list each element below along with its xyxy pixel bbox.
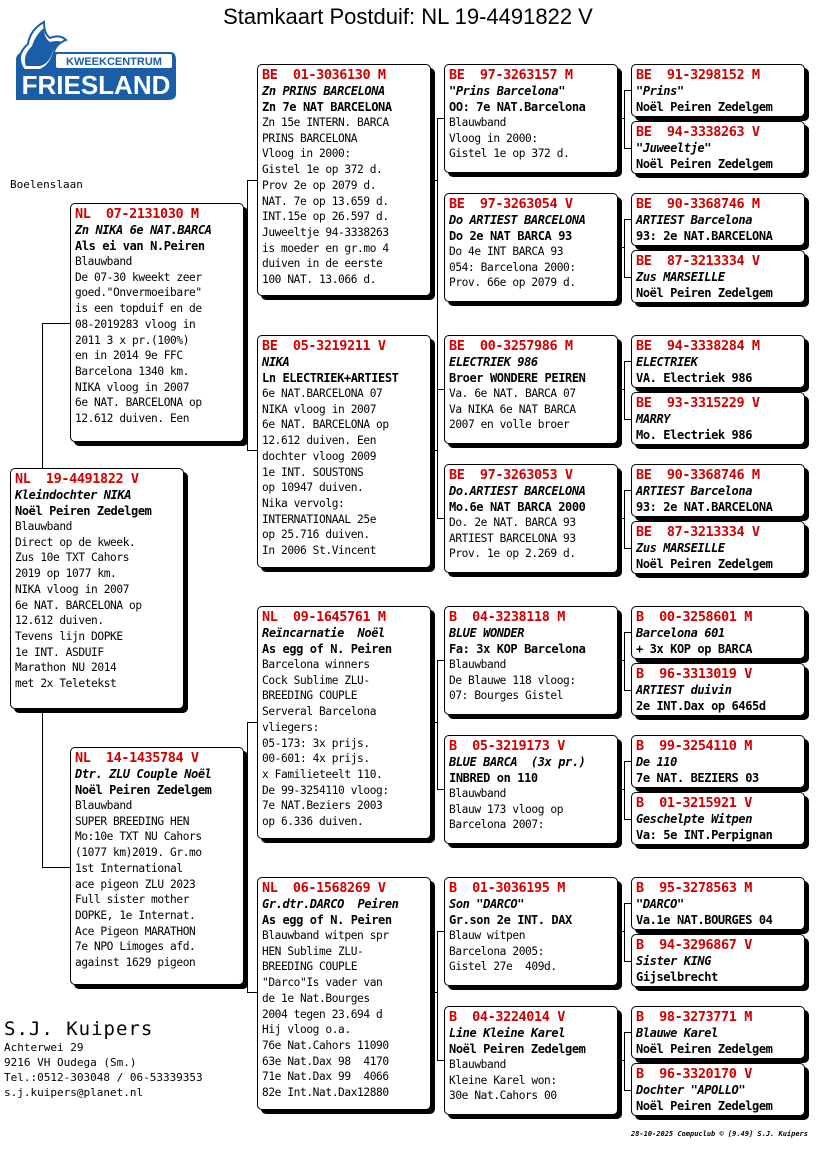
connector-line — [624, 490, 631, 491]
pedigree-note-line: Blauw witpen — [449, 929, 526, 942]
pedigree-note-line: 1st International — [75, 861, 183, 875]
connector-line — [247, 450, 257, 451]
connector-line — [437, 118, 444, 119]
pedigree-note-line: Barcelona 2005: — [449, 944, 545, 958]
connector-line — [624, 419, 631, 420]
connector-line — [621, 1060, 624, 1061]
pedigree-card-ggg16 — [631, 1063, 805, 1116]
pedigree-note-line: PRINS BARCELONA — [262, 131, 358, 145]
pedigree-note-line: Nika vervolg: — [262, 496, 345, 510]
connector-line — [624, 819, 631, 820]
pigeon-name: Blauwe Karel — [636, 1026, 718, 1040]
connector-line — [247, 992, 257, 993]
pedigree-note-line: against 1629 pigeon — [75, 956, 196, 970]
pigeon-description: Va.1e NAT.BOURGES 04 — [636, 912, 773, 927]
owner-address-line: Achterwei 29 — [4, 1041, 84, 1054]
connector-line — [434, 180, 437, 181]
pigeon-name: ELECTRIEK — [636, 355, 698, 369]
ring-number: BE 91-3298152 M — [636, 67, 760, 83]
pigeon-name: Dtr. ZLU Couple Noël — [75, 767, 212, 781]
connector-line — [624, 761, 625, 819]
ring-number: B 99-3254110 M — [636, 738, 752, 754]
pigeon-description: Fa: 3x KOP Barcelona — [449, 641, 586, 656]
pedigree-note-line: 12.612 duiven. — [15, 614, 104, 628]
connector-line — [621, 518, 624, 519]
connector-line — [624, 690, 631, 691]
pedigree-card-g3 — [257, 606, 431, 839]
owner-email[interactable]: s.j.kuipers@planet.nl — [4, 1086, 144, 1099]
connector-line — [624, 961, 631, 962]
connector-line — [624, 90, 631, 91]
pedigree-card-ggg5 — [631, 335, 805, 388]
pedigree-card-ggg6 — [631, 392, 805, 445]
ring-number: B 95-3278563 M — [636, 880, 752, 896]
pedigree-note-line: Tevens lijn DOPKE — [15, 629, 123, 643]
pedigree-note-line: HEN Sublime ZLU- — [262, 944, 364, 958]
pedigree-card-ggg8 — [631, 521, 805, 574]
pedigree-note-line: 7e NPO Limoges afd. — [75, 940, 196, 954]
pedigree-card-ggg1 — [631, 64, 805, 117]
pedigree-note-line: Ace Pigeon MARATHON — [75, 924, 196, 938]
pedigree-card-ggg7 — [631, 464, 805, 517]
pedigree-note-line: Hij vloog o.a. — [262, 1023, 351, 1037]
pigeon-description: Mo.6e NAT BARCA 2000 — [449, 499, 586, 514]
ring-number: BE 00-3257986 M — [449, 338, 573, 354]
ring-number: NL 06-1568269 V — [262, 880, 386, 896]
pedigree-note-line: Marathon NU 2014 — [15, 661, 117, 675]
pedigree-note-line: op 25.716 duiven. — [262, 528, 370, 542]
pigeon-name: Barcelona 601 — [636, 626, 725, 640]
connector-line — [624, 277, 631, 278]
pedigree-note-line: Juweeltje 94-3338263 — [262, 225, 389, 239]
ring-number: BE 93-3315229 V — [636, 395, 760, 411]
pedigree-note-line: 6e NAT. BARCELONA op — [262, 418, 389, 432]
pedigree-note-line: 1e INT. ASDUIF — [15, 645, 104, 659]
kweekcentrum-friesland-logo — [10, 16, 176, 102]
pedigree-card-gg6 — [444, 735, 618, 844]
pedigree-note-line: Vloog in 2000: — [262, 147, 351, 161]
pedigree-note-line: Cock Sublime ZLU- — [262, 673, 370, 687]
ring-number: BE 01-3036130 M — [262, 67, 386, 83]
connector-line — [621, 118, 624, 119]
pedigree-card-ggg2 — [631, 121, 805, 174]
pigeon-name: ELECTRIEK 986 — [449, 355, 538, 369]
pedigree-note-line: De Blauwe 118 vloog: — [449, 673, 576, 687]
pedigree-note-line: x Familieteelt 110. — [262, 767, 383, 781]
ring-number: BE 05-3219211 V — [262, 338, 386, 354]
pigeon-name: NIKA — [262, 355, 290, 369]
pigeon-description: Ln ELECTRIEK+ARTIEST — [262, 370, 399, 385]
ring-number: BE 94-3338263 V — [636, 124, 760, 140]
pigeon-description: + 3x KOP op BARCA — [636, 641, 753, 656]
pedigree-note-line: 82e Int.Nat.Dax12880 — [262, 1086, 389, 1100]
pedigree-note-line: ARTIEST BARCELONA 93 — [449, 531, 576, 545]
connector-line — [621, 389, 624, 390]
connector-line — [624, 490, 625, 548]
pigeon-name: Zus MARSEILLE — [636, 270, 725, 284]
pedigree-note-line: Blauwband — [449, 658, 507, 671]
pedigree-note-line: 1e INT. SOUSTONS — [262, 465, 364, 479]
pigeon-description: Noël Peiren Zedelgem — [75, 782, 212, 797]
pedigree-note-line: SUPER BREEDING HEN — [75, 814, 190, 828]
pigeon-description: Va: 5e INT.Perpignan — [636, 827, 773, 842]
pigeon-description: Noël Peiren Zedelgem — [636, 1098, 773, 1113]
connector-line — [624, 903, 631, 904]
connector-line — [437, 931, 444, 932]
ring-number: BE 90-3368746 M — [636, 196, 760, 212]
pedigree-note-line: INTERNATIONAAL 25e — [262, 512, 377, 526]
pedigree-card-g2 — [257, 335, 431, 568]
pigeon-description: Als ei van N.Peiren — [75, 238, 205, 253]
connector-line — [437, 118, 438, 389]
connector-line — [621, 660, 624, 661]
connector-line — [437, 1060, 444, 1061]
pigeon-description: Do 2e NAT BARCA 93 — [449, 228, 572, 243]
ring-number: B 94-3296867 V — [636, 937, 752, 953]
pedigree-note-line: Kleine Karel won: — [449, 1073, 557, 1087]
connector-line — [247, 180, 248, 450]
pigeon-name: "Prins Barcelona" — [449, 84, 566, 98]
pedigree-note-line: goed."Onvermoeibare" — [75, 286, 202, 300]
pigeon-description: Noël Peiren Zedelgem — [636, 285, 773, 300]
pigeon-name: Geschelpte Witpen — [636, 812, 753, 826]
pigeon-description: Noël Peiren Zedelgem — [636, 1041, 773, 1056]
pedigree-note-line: Direct op de kweek. — [15, 535, 136, 549]
pigeon-description: 93: 2e NAT.BARCELONA — [636, 228, 773, 243]
pigeon-name: MARRY — [636, 412, 671, 426]
pedigree-note-line: Va. 6e NAT. BARCA 07 — [449, 387, 576, 400]
connector-line — [624, 903, 625, 961]
ring-number: B 04-3238118 M — [449, 609, 565, 625]
connector-line — [624, 1090, 631, 1091]
pigeon-name: Line Kleine Karel — [449, 1026, 566, 1040]
pigeon-name: Do.ARTIEST BARCELONA — [449, 484, 586, 498]
connector-line — [244, 866, 248, 867]
pigeon-name: Do ARTIEST BARCELONA — [449, 213, 586, 227]
page-title: Stamkaart Postduif: NL 19-4491822 V — [223, 4, 593, 29]
connector-line — [247, 722, 248, 992]
pedigree-note-line: 100 NAT. 13.066 d. — [262, 273, 377, 287]
pedigree-card-gg3 — [444, 335, 618, 444]
pigeon-name: De 110 — [636, 755, 677, 769]
connector-line — [624, 219, 625, 277]
pigeon-description: Zn 7e NAT BARCELONA — [262, 99, 392, 114]
pedigree-note-line: 71e Nat.Dax 99 4066 — [262, 1070, 389, 1084]
pigeon-description: Mo. Electriek 986 — [636, 427, 753, 442]
pedigree-card-gg5 — [444, 606, 618, 715]
owner-block — [4, 1018, 203, 1100]
pedigree-note-line: De 07-30 kweekt zeer — [75, 270, 202, 284]
pigeon-name: Zn NIKA 6e NAT.BARCA — [75, 223, 212, 237]
pedigree-card-ggg10 — [631, 663, 805, 716]
connector-line — [621, 247, 624, 248]
pedigree-note-line: Barcelona 1340 km. — [75, 364, 190, 378]
pedigree-note-line: Mo:10e TXT NU Cahors — [75, 830, 202, 844]
pedigree-note-line: Gistel 1e op 372 d. — [449, 147, 570, 161]
ring-number: B 05-3219173 V — [449, 738, 565, 754]
pedigree-note-line: 00-601: 4x prijs. — [262, 752, 370, 766]
pedigree-card-ggg3 — [631, 193, 805, 246]
pedigree-note-line: Blauwband — [449, 116, 507, 129]
pedigree-note-line: 6e NAT. BARCELONA op — [75, 396, 202, 410]
connector-line — [624, 90, 625, 148]
connector-line — [42, 709, 43, 867]
pedigree-note-line: Barcelona winners — [262, 658, 370, 671]
connector-line — [42, 867, 70, 868]
pedigree-note-line: 2019 op 1077 km. — [15, 567, 117, 581]
pedigree-card-gg2 — [444, 193, 618, 302]
svg-text:FRIESLAND: FRIESLAND — [21, 70, 171, 100]
connector-line — [624, 632, 631, 633]
ring-number: NL 09-1645761 M — [262, 609, 386, 625]
pigeon-name: Gr.dtr.DARCO Peiren — [262, 897, 399, 911]
connector-line — [621, 789, 624, 790]
connector-line — [624, 1032, 625, 1090]
pedigree-card-ggg12 — [631, 792, 805, 845]
pedigree-note-line: met 2x Teletekst — [15, 677, 117, 691]
connector-line — [624, 632, 625, 690]
owner-phone: Tel.:0512-303048 / 06-53339353 — [4, 1071, 203, 1084]
pedigree-note-line: duiven in de eerste — [262, 257, 383, 271]
pedigree-card-gg7 — [444, 877, 618, 986]
pedigree-note-line: 6e NAT.BARCELONA 07 — [262, 387, 383, 400]
pigeon-name: Sister KING — [636, 954, 712, 968]
connector-line — [624, 361, 625, 419]
connector-line — [247, 180, 257, 181]
pedigree-note-line: en in 2014 9e FFC — [75, 349, 183, 363]
pedigree-note-line: Zus 10e TXT Cahors — [15, 551, 130, 565]
pigeon-name: ARTIEST Barcelona — [636, 213, 753, 227]
pigeon-name: Son "DARCO" — [449, 897, 525, 911]
pedigree-note-line: NIKA vloog in 2007 — [262, 402, 377, 416]
footer-credit: 28-10-2025 Compuclub © [9.49] S.J. Kuipers — [630, 1130, 808, 1138]
pedigree-note-line: BREEDING COUPLE — [262, 960, 358, 974]
pedigree-card-sire — [70, 203, 244, 442]
pedigree-note-line: Prov. 66e op 2079 d. — [449, 276, 576, 290]
pedigree-note-line: Blauwband — [449, 787, 507, 800]
pigeon-name: Kleindochter NIKA — [15, 488, 132, 502]
pigeon-name: ARTIEST duivin — [636, 683, 732, 697]
connector-line — [434, 992, 437, 993]
pedigree-card-g1 — [257, 64, 431, 296]
connector-line — [437, 660, 444, 661]
pedigree-note-line: 30e Nat.Cahors 00 — [449, 1089, 557, 1103]
connector-line — [437, 931, 438, 1060]
pedigree-note-line: Serveral Barcelona — [262, 705, 377, 719]
pedigree-note-line: 6e NAT. BARCELONA op — [15, 598, 142, 612]
pedigree-note-line: Blauwband — [75, 799, 133, 812]
pigeon-description: VA. Electriek 986 — [636, 370, 753, 385]
pedigree-note-line: de 1e Nat.Bourges — [262, 991, 370, 1005]
ring-number: NL 07-2131030 M — [75, 206, 199, 222]
pedigree-note-line: 054: Barcelona 2000: — [449, 260, 576, 274]
pigeon-description: Noël Peiren Zedelgem — [15, 503, 152, 518]
connector-line — [42, 323, 43, 468]
pedigree-card-g4 — [257, 877, 431, 1110]
ring-number: BE 87-3213334 V — [636, 253, 760, 269]
pigeon-description: Broer WONDERE PEIREN — [449, 370, 586, 385]
pigeon-description: Noël Peiren Zedelgem — [636, 99, 773, 114]
pedigree-note-line: is een topduif en de — [75, 302, 202, 316]
pigeon-name: Reïncarnatie Noël — [262, 626, 385, 640]
ring-number: BE 90-3368746 M — [636, 467, 760, 483]
pigeon-description: Noël Peiren Zedelgem — [636, 156, 773, 171]
connector-line — [624, 219, 631, 220]
pedigree-note-line: ace pigeon ZLU 2023 — [75, 877, 196, 891]
connector-line — [624, 1032, 631, 1033]
connector-line — [621, 931, 624, 932]
pedigree-note-line: Full sister mother — [75, 893, 190, 907]
pigeon-name: "DARCO" — [636, 897, 684, 911]
pedigree-note-line: 12.612 duiven. Een — [75, 412, 190, 426]
pedigree-note-line: Blauw 173 vloog op — [449, 802, 564, 816]
connector-line — [437, 389, 438, 518]
pedigree-note-line: NIKA vloog in 2007 — [75, 380, 190, 394]
ring-number: B 04-3224014 V — [449, 1009, 565, 1025]
pigeon-description: Gr.son 2e INT. DAX — [449, 912, 572, 927]
ring-number: BE 97-3263157 M — [449, 67, 573, 83]
owner-address-line: 9216 VH Oudega (Sm.) — [4, 1056, 137, 1069]
ring-number: B 96-3320170 V — [636, 1066, 752, 1082]
pedigree-card-gg1 — [444, 64, 618, 173]
pigeon-description: As egg of N. Peiren — [262, 912, 392, 927]
pedigree-note-line: Do 4e INT BARCA 93 — [449, 245, 564, 258]
pigeon-description: OO: 7e NAT.Barcelona — [449, 99, 586, 114]
pigeon-name: Zus MARSEILLE — [636, 541, 725, 555]
pedigree-note-line: 07: Bourges Gistel — [449, 689, 564, 703]
pigeon-name: "Juweeltje" — [636, 141, 712, 155]
ring-number: B 96-3313019 V — [636, 666, 752, 682]
pedigree-note-line: Gistel 27e 409d. — [449, 960, 557, 974]
pedigree-card-ggg13 — [631, 877, 805, 930]
pigeon-description: 7e NAT. BEZIERS 03 — [636, 770, 759, 785]
pigeon-description: Noël Peiren Zedelgem — [636, 556, 773, 571]
pedigree-note-line: 7e NAT.Beziers 2003 — [262, 799, 383, 813]
pedigree-note-line: INT.15e op 26.597 d. — [262, 210, 389, 224]
pedigree-note-line: dochter vloog 2009 — [262, 449, 377, 463]
connector-line — [624, 761, 631, 762]
pigeon-name: Dochter "APOLLO" — [636, 1083, 746, 1097]
pedigree-note-line: BREEDING COUPLE — [262, 689, 358, 703]
pedigree-note-line: Gistel 1e op 372 d. — [262, 163, 383, 177]
pedigree-note-line: In 2006 St.Vincent — [262, 544, 377, 558]
pigeon-name: BLUE WONDER — [449, 626, 525, 640]
pedigree-note-line: 12.612 duiven. Een — [262, 434, 377, 448]
pedigree-note-line: 2011 3 x pr.(100%) — [75, 333, 190, 347]
pedigree-card-subject — [10, 468, 184, 709]
pedigree-card-dam — [70, 747, 244, 985]
connector-line — [437, 518, 444, 519]
ring-number: BE 97-3263054 V — [449, 196, 573, 212]
ring-number: B 01-3215921 V — [636, 795, 752, 811]
pedigree-note-line: NIKA vloog in 2007 — [15, 582, 130, 596]
connector-line — [624, 548, 631, 549]
ring-number: BE 97-3263053 V — [449, 467, 573, 483]
pedigree-card-ggg9 — [631, 606, 805, 659]
pigeon-description: Noël Peiren Zedelgem — [449, 1041, 586, 1056]
pigeon-description: 2e INT.Dax op 6465d — [636, 698, 766, 713]
owner-name: S.J. Kuipers — [4, 1018, 154, 1040]
pigeon-name: ARTIEST Barcelona — [636, 484, 753, 498]
ring-number: NL 14-1435784 V — [75, 750, 199, 766]
pedigree-note-line: Barcelona 2007: — [449, 818, 545, 832]
connector-line — [437, 789, 444, 790]
ring-number: BE 87-3213334 V — [636, 524, 760, 540]
pedigree-note-line: 05-173: 3x prijs. — [262, 736, 370, 750]
ring-number: B 01-3036195 M — [449, 880, 565, 896]
pigeon-name: Zn PRINS BARCELONA — [262, 84, 385, 98]
connector-line — [434, 450, 437, 451]
ring-number: BE 94-3338284 M — [636, 338, 760, 354]
pedigree-note-line: is moeder en gr.mo 4 — [262, 241, 389, 255]
pedigree-card-ggg15 — [631, 1006, 805, 1059]
pedigree-note-line: NAT. 7e op 13.659 d. — [262, 194, 389, 208]
pedigree-note-line: Blauwband — [15, 520, 73, 533]
pedigree-note-line: DOPKE, 1e Internat. — [75, 908, 196, 922]
pedigree-note-line: 2007 en volle broer — [449, 418, 570, 432]
pedigree-note-line: Va NIKA 6e NAT BARCA — [449, 402, 576, 416]
ring-number: NL 19-4491822 V — [15, 471, 139, 487]
ring-number: B 00-3258601 M — [636, 609, 752, 625]
pedigree-note-line: Do. 2e NAT. BARCA 93 — [449, 516, 576, 529]
pedigree-note-line: op 10947 duiven. — [262, 481, 364, 495]
pedigree-note-line: Zn 15e INTERN. BARCA — [262, 116, 389, 129]
pedigree-note-line: Blauwband — [75, 255, 133, 268]
pedigree-note-line: op 6.336 duiven. — [262, 815, 364, 829]
connector-line — [42, 323, 70, 324]
pigeon-description: 93: 2e NAT.BARCELONA — [636, 499, 773, 514]
pedigree-note-line: Vloog in 2000: — [449, 131, 538, 145]
pigeon-description: INBRED on 110 — [449, 770, 538, 785]
connector-line — [624, 148, 631, 149]
connector-line — [434, 722, 437, 723]
connector-line — [624, 361, 631, 362]
pigeon-description: Gijselbrecht — [636, 969, 718, 984]
pedigree-note-line: 63e Nat.Dax 98 4170 — [262, 1054, 389, 1068]
pedigree-note-line: (1077 km)2019. Gr.mo — [75, 846, 202, 860]
pedigree-note-line: 08-2019283 vloog in — [75, 317, 196, 331]
pedigree-card-gg8 — [444, 1006, 618, 1115]
pedigree-card-ggg14 — [631, 934, 805, 987]
connector-line — [247, 722, 257, 723]
pedigree-note-line: Prov 2e op 2079 d. — [262, 178, 377, 192]
pedigree-note-line: vliegers: — [262, 720, 320, 734]
loft-name: Boelenslaan — [10, 178, 83, 191]
ring-number: B 98-3273771 M — [636, 1009, 752, 1025]
connector-line — [244, 325, 248, 326]
pigeon-name: BLUE BARCA (3x pr.) — [449, 755, 586, 769]
pedigree-note-line: 2004 tegen 23.694 d — [262, 1007, 383, 1021]
pedigree-card-ggg4 — [631, 250, 805, 303]
pedigree-note-line: De 99-3254110 vloog: — [262, 783, 389, 797]
connector-line — [437, 660, 438, 789]
pedigree-card-ggg11 — [631, 735, 805, 788]
pedigree-note-line: Blauwband — [449, 1058, 507, 1071]
svg-text:KWEEKCENTRUM: KWEEKCENTRUM — [66, 56, 162, 68]
pedigree-note-line: "Darco"Is vader van — [262, 976, 383, 990]
pedigree-note-line: Prov. 1e op 2.269 d. — [449, 547, 576, 561]
pigeon-name: "Prins" — [636, 84, 684, 98]
connector-line — [437, 389, 444, 390]
pedigree-note-line: 76e Nat.Cahors 11090 — [262, 1038, 389, 1052]
pigeon-description: As egg of N. Peiren — [262, 641, 392, 656]
pedigree-note-line: Blauwband witpen spr — [262, 929, 389, 942]
pedigree-card-gg4 — [444, 464, 618, 573]
